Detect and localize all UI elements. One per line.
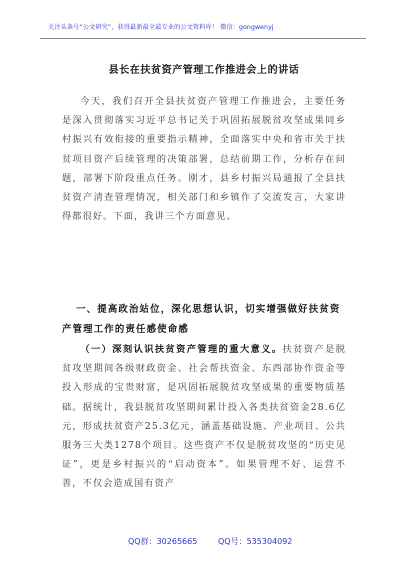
document-title: 县长在扶贫资产管理工作推进会上的讲话 (108, 65, 300, 76)
section-heading-1: 一、提高政治站位，深化思想认识，切实增强做好扶贫资产管理工作的责任感使命感 (62, 304, 341, 335)
footer-qq-group: QQ群：30265665 (128, 537, 198, 546)
header-divider (40, 38, 366, 39)
sub-heading-1: （一）深刻认识扶贫资产管理的重大意义。 (80, 344, 283, 355)
paragraph-intro: 今天，我们召开全县扶贫资产管理工作推进会，主要任务是深入贯彻落实习近平总书记关于巩固拓展脱贫攻坚成果同乡村振兴有效衔接的重要指示精神，全面落实中央和省市关于扶贫项目资产后续管理的决策部署，总结前期工作，分析存在问题，部署下阶段重点任务。刚才，县乡村振兴局通报了全县扶贫资产清查管理情况，相关部门和乡镇作了交流发言，大家讲得都很好。下面，我讲三个方面意见。 (62, 96, 346, 223)
footer-qq-number: QQ号：535304092 (218, 537, 293, 546)
paragraph-significance-text: 扶贫资产是脱贫攻坚期间各级财政资金、社会帮扶资金、东西部协作资金等投入形成的宝贵财富，是巩固拓展脱贫攻坚成果的重要物质基础。据统计，我县脱贫攻坚期间累计投入各类扶贫资金28.6亿元，形成扶贫资产25.3亿元，涵盖基础设施、产业项目、公共服务三大类1278个项目。这些资产不仅是脱贫攻坚的“历史见证”，更是乡村振兴的“启动资本”。如果管理不好、运营不善，不仅会造成国有资产 (62, 344, 346, 490)
paragraph-significance (62, 340, 346, 494)
header-note: 关注头条号“公文研究”，获得最新最全最专业的公文资料库！ 微信：gongwenyj (48, 24, 274, 31)
